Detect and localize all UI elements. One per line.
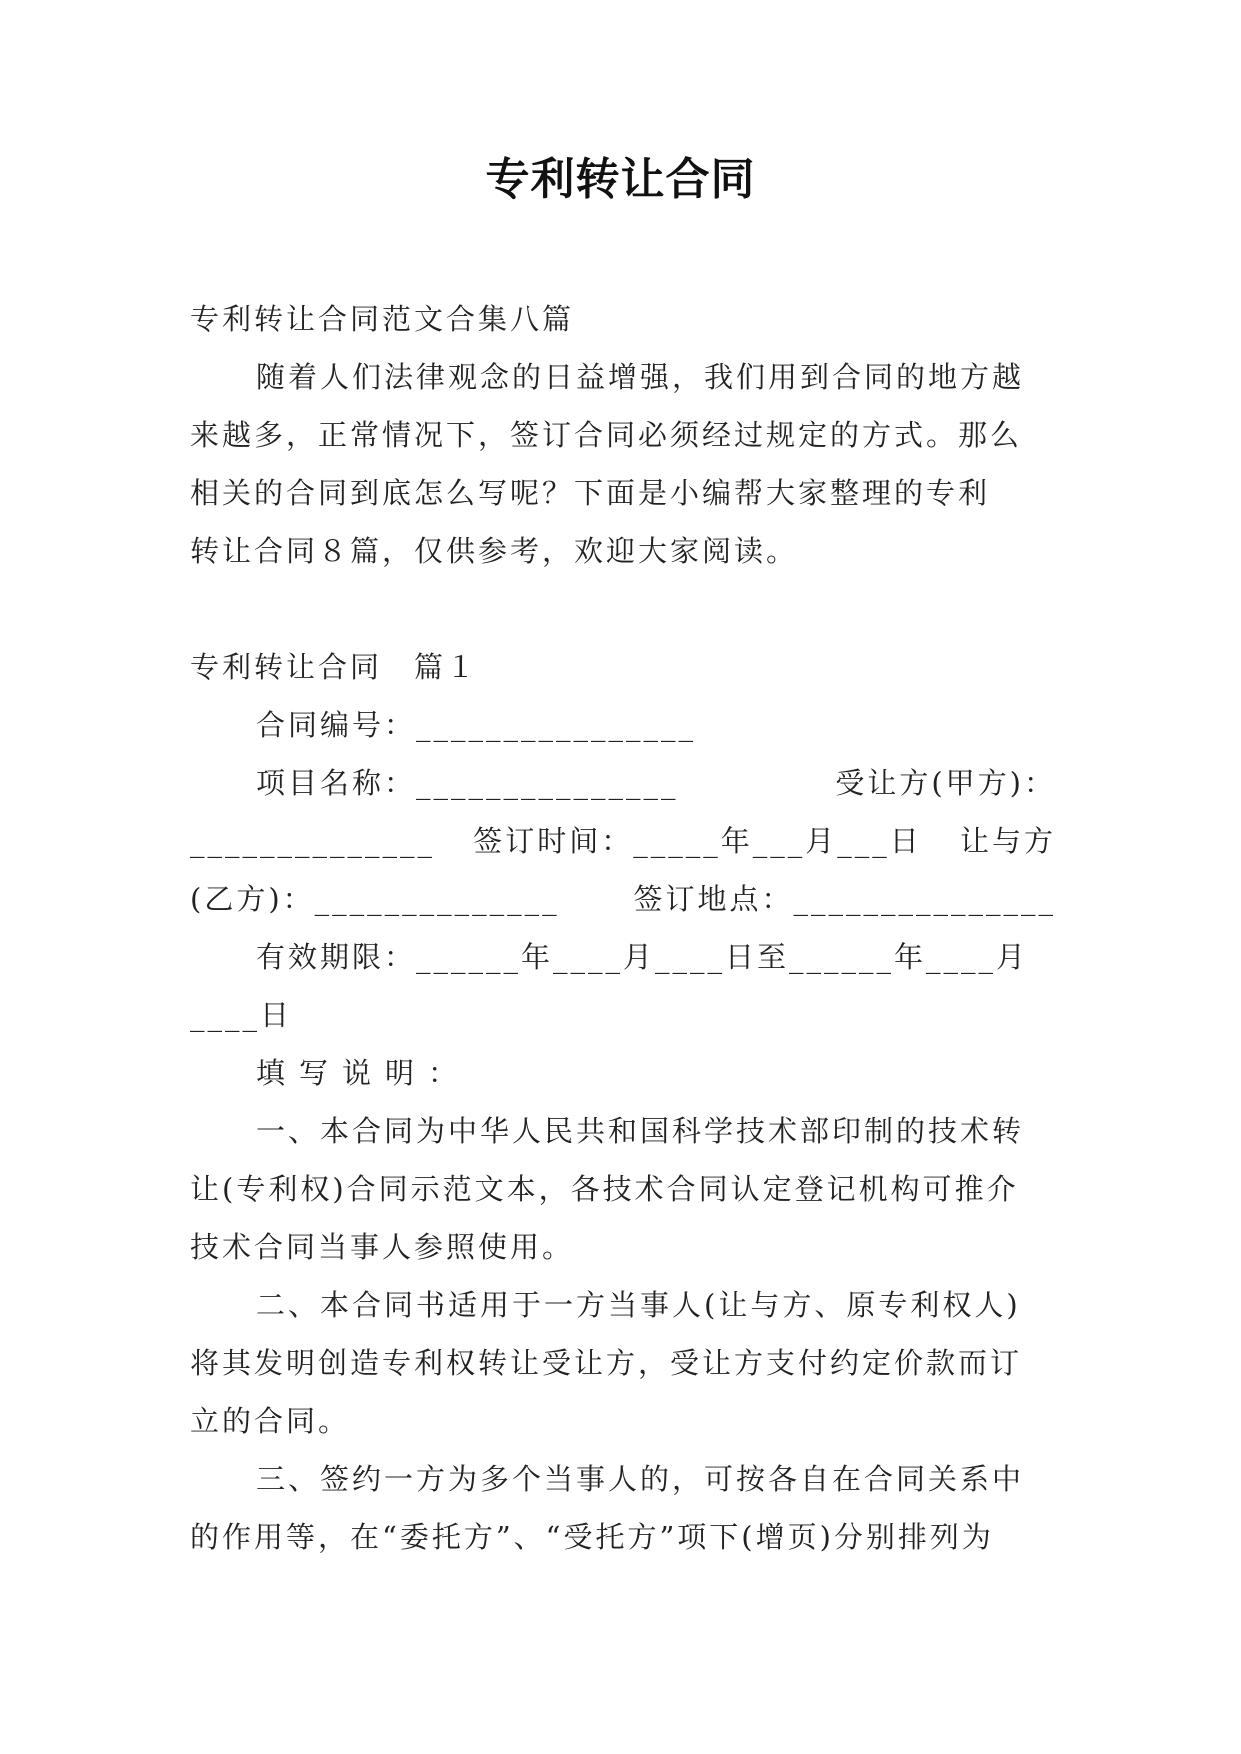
subtitle: 专利转让合同范文合集八篇 [190,302,575,336]
intro-line: 相关的合同到底怎么写呢？下面是小编帮大家整理的专利 [190,476,991,510]
contract-number-line: 合同编号：________________ [256,708,697,742]
signing-time-field: 签订时间：_____年___月___日 [473,824,922,858]
section-heading: 专利转让合同 篇１ [190,650,479,684]
signing-place-field: 签订地点：_______________ [633,882,1056,916]
intro-line: 随着人们法律观念的日益增强，我们用到合同的地方越 [256,360,1025,394]
project-name-field: 项目名称：_______________ [256,766,679,800]
instruction-line: 三、签约一方为多个当事人的，可按各自在合同关系中 [256,1462,1025,1496]
instruction-line: 立的合同。 [190,1404,351,1438]
assignee-blank: ______________ [190,824,435,858]
instruction-line: 一、本合同为中华人民共和国科学技术部印制的技术转 [256,1114,1025,1148]
intro-line: 来越多，正常情况下，签订合同必须经过规定的方式。那么 [190,418,1023,452]
form-line-signing-place [190,870,1056,928]
assignor-label: 让与方 [959,824,1056,858]
instructions-heading: 填写说明： [256,1056,472,1090]
instruction-line: 技术合同当事人参照使用。 [190,1230,575,1264]
document-body [190,290,1056,1566]
form-line-signing-time [190,812,1056,870]
intro-line: 转让合同８篇，仅供参考，欢迎大家阅读。 [190,534,799,568]
spacer [190,580,1056,638]
instruction-line: 让(专利权)合同示范文本，各技术合同认定登记机构可推介 [190,1172,1019,1206]
assignee-label: 受让方(甲方)： [835,766,1056,800]
validity-line: 有效期限：______年____月____日至______年____月 [256,940,1029,974]
validity-end: ____日 [190,998,293,1032]
instruction-line: 的作用等，在“委托方”、“受托方”项下(增页)分别排列为 [190,1520,994,1554]
instruction-line: 二、本合同书适用于一方当事人(让与方、原专利权人) [256,1288,1021,1322]
document-title: 专利转让合同 [485,154,756,205]
instruction-line: 将其发明创造专利权转让受让方，受让方支付约定价款而订 [190,1346,1023,1380]
assignor-blank: (乙方)：______________ [190,882,560,916]
form-line-project [190,754,1056,812]
